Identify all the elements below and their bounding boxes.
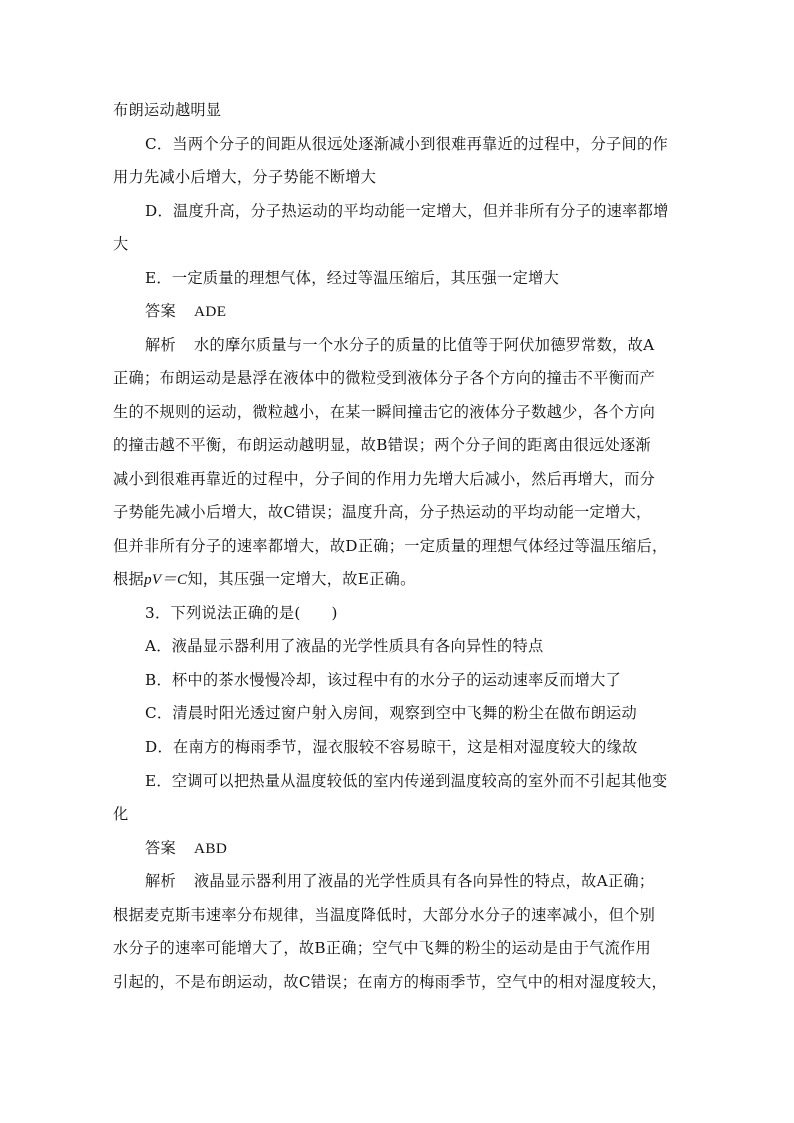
q2-analysis-line-4: 的撞击越不平衡，布朗运动越明显，故B错误；两个分子间的距离由很远处逐渐: [113, 436, 652, 454]
q2-option-e: E．一定质量的理想气体，经过等温压缩后，其压强一定增大: [145, 269, 560, 287]
q3-answer-label: 答案: [145, 839, 176, 857]
q3-analysis-line-3: 水分子的速率可能增大了，故B正确；空气中飞舞的粉尘的运动是由于气流作用: [113, 939, 652, 957]
q2-analysis-text-8-post: 知，其压强一定增大，故E正确。: [187, 570, 416, 588]
q2-analysis-formula: pV＝C: [143, 571, 188, 588]
q2-option-c-line-2: 用力先减小后增大，分子势能不断增大: [113, 168, 377, 186]
q3-analysis-label: 解析: [145, 872, 176, 890]
q2-answer-label: 答案: [145, 302, 176, 320]
q3-answer-value: ABD: [193, 840, 228, 857]
q2-analysis-text-8-pre: 根据: [113, 570, 144, 588]
q3-option-d: D．在南方的梅雨季节，湿衣服较不容易晾干，这是相对湿度较大的缘故: [145, 738, 638, 756]
q3-option-e-line-2: 化: [113, 805, 129, 823]
q2-analysis-line-6: 子势能先减小后增大，故C错误；温度升高，分子热运动的平均动能一定增大，: [113, 503, 652, 521]
q2-analysis-line-3: 生的不规则的运动，微粒越小，在某一瞬间撞击它的液体分子数越少，各个方向: [113, 403, 656, 421]
q3-option-e-line-1: E．空调可以把热量从温度较低的室内传递到温度较高的室外而不引起其他变: [145, 772, 668, 790]
q2-analysis-label: 解析: [145, 336, 176, 354]
q3-option-b: B．杯中的茶水慢慢冷却，该过程中有的水分子的运动速率反而增大了: [145, 671, 622, 689]
q2-analysis-line-2: 正确；布朗运动是悬浮在液体中的微粒受到液体分子各个方向的撞击不平衡而产: [113, 369, 656, 387]
q3-answer: [145, 838, 685, 859]
q3-stem: 3．下列说法正确的是( ): [145, 604, 338, 622]
q2-analysis-line-7: 但并非所有分子的速率都增大，故D正确；一定质量的理想气体经过等温压缩后，: [113, 537, 668, 555]
q2-analysis-line-5: 减小到很难再靠近的过程中，分子间的作用力先增大后减小，然后再增大，而分: [113, 470, 656, 488]
q2-option-d-line-1: D．温度升高，分子热运动的平均动能一定增大，但并非所有分子的速率都增: [145, 202, 669, 220]
q2-analysis-text-1: 水的摩尔质量与一个水分子的质量的比值等于阿伏加德罗常数，故A: [193, 336, 655, 354]
q3-option-a: A．液晶显示器利用了液晶的光学性质具有各向异性的特点: [145, 637, 544, 655]
q2-analysis-line-8: [113, 569, 683, 590]
q3-analysis-line-4: 引起的，不是布朗运动，故C错误；在南方的梅雨季节，空气中的相对湿度较大，: [113, 973, 667, 991]
q3-analysis-text-1: 液晶显示器利用了液晶的光学性质具有各向异性的特点，故A正确；: [193, 872, 655, 890]
q2-option-b-tail: 布朗运动越明显: [113, 101, 222, 119]
q3-analysis-line-2: 根据麦克斯韦速率分布规律，当温度降低时，大部分水分子的速率减小，但个别: [113, 906, 656, 924]
q3-analysis-line-1: [145, 871, 685, 891]
q2-answer: [145, 301, 685, 322]
q2-option-c-line-1: C．当两个分子的间距从很远处逐渐减小到很难再靠近的过程中，分子间的作: [145, 135, 669, 153]
q2-analysis-line-1: [145, 335, 685, 355]
q2-option-d-line-2: 大: [113, 235, 129, 253]
q2-answer-value: ADE: [193, 303, 227, 320]
q3-option-c: C．清晨时阳光透过窗户射入房间，观察到空中飞舞的粉尘在做布朗运动: [145, 704, 638, 722]
